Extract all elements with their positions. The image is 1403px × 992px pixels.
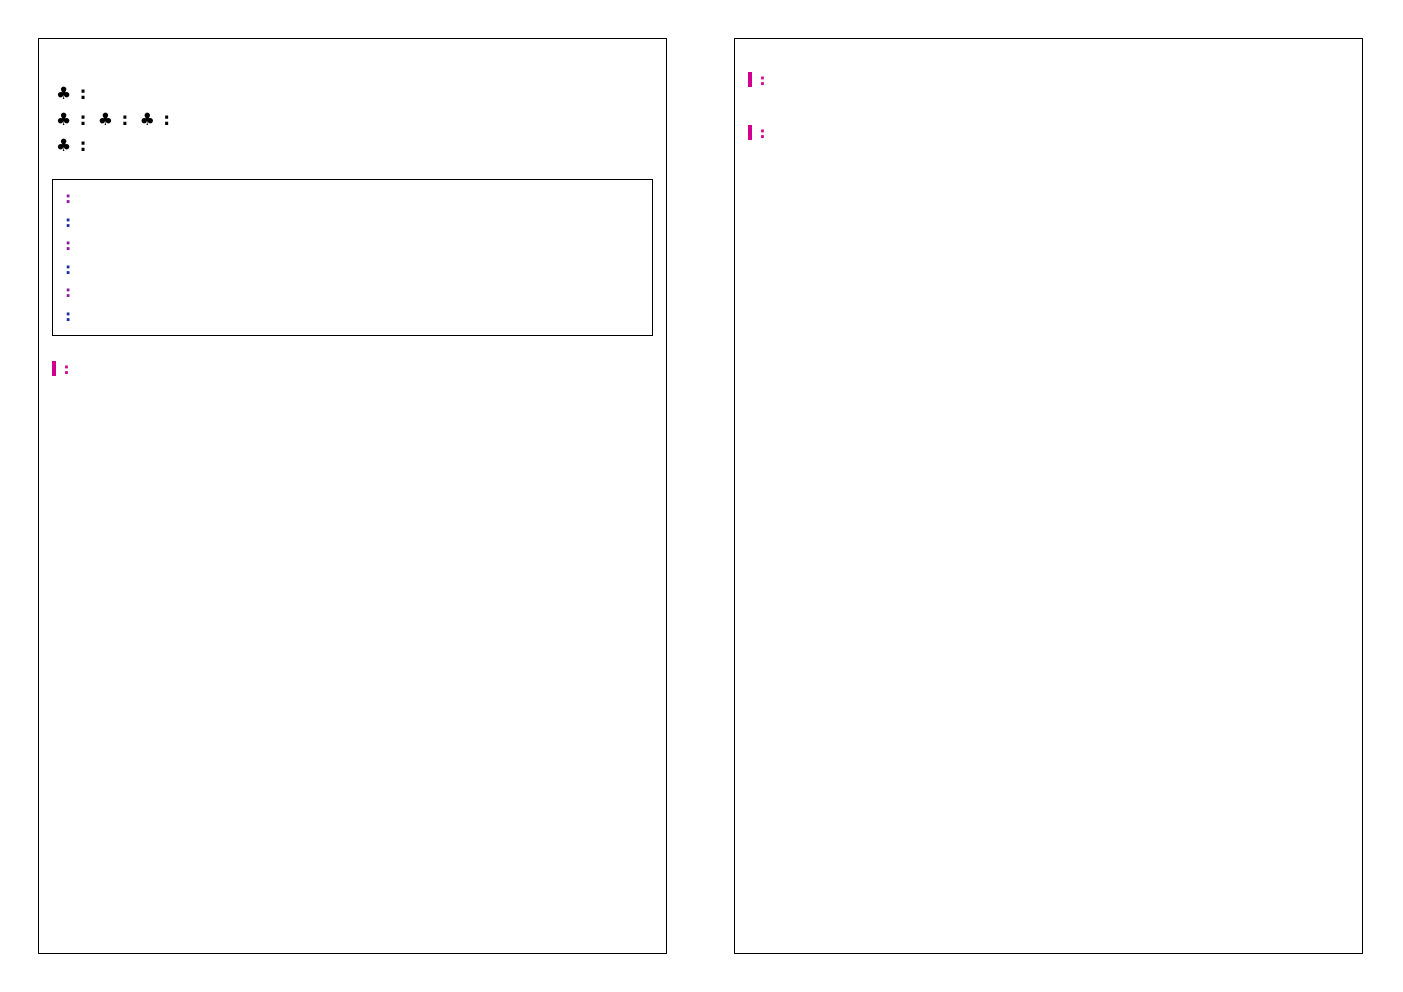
colon: : [754,124,766,142]
lesson-line [56,133,657,159]
colon: : [65,189,72,207]
left-page [38,38,667,954]
marker-bar-icon [52,361,56,376]
club-icon: ♣ [56,84,72,104]
colon: : [754,71,766,89]
dialogue-line [65,281,640,305]
colon: : [79,136,87,156]
colon: : [79,110,93,130]
colon: : [58,359,70,378]
colon: : [65,283,72,302]
club-icon: ♣ [56,110,72,130]
marker-bar-icon [748,125,752,140]
dialogue-line [65,187,640,211]
club-icon: ♣ [139,110,155,130]
ice-break-line [56,81,657,107]
colon: : [65,212,72,231]
colon: : [79,84,87,104]
dialogue-line [65,211,640,235]
hymn-prayer-scripture-line [56,107,657,133]
colon: : [163,110,171,130]
section-2-activity [748,67,1353,94]
dialogue-line [65,258,640,282]
right-page [734,38,1363,954]
club-icon: ♣ [56,136,72,156]
colon: : [65,236,72,255]
colon: : [65,259,72,278]
section-1-activity [52,356,657,383]
club-icon: ♣ [97,110,114,130]
marker-bar-icon [748,72,752,87]
dialogue-line [65,305,640,329]
dialogue-box [52,179,653,336]
colon: : [65,306,72,325]
section-3-question [748,120,1353,147]
meeting-info [56,81,657,159]
dialogue-line [65,234,640,258]
colon: : [121,110,135,130]
